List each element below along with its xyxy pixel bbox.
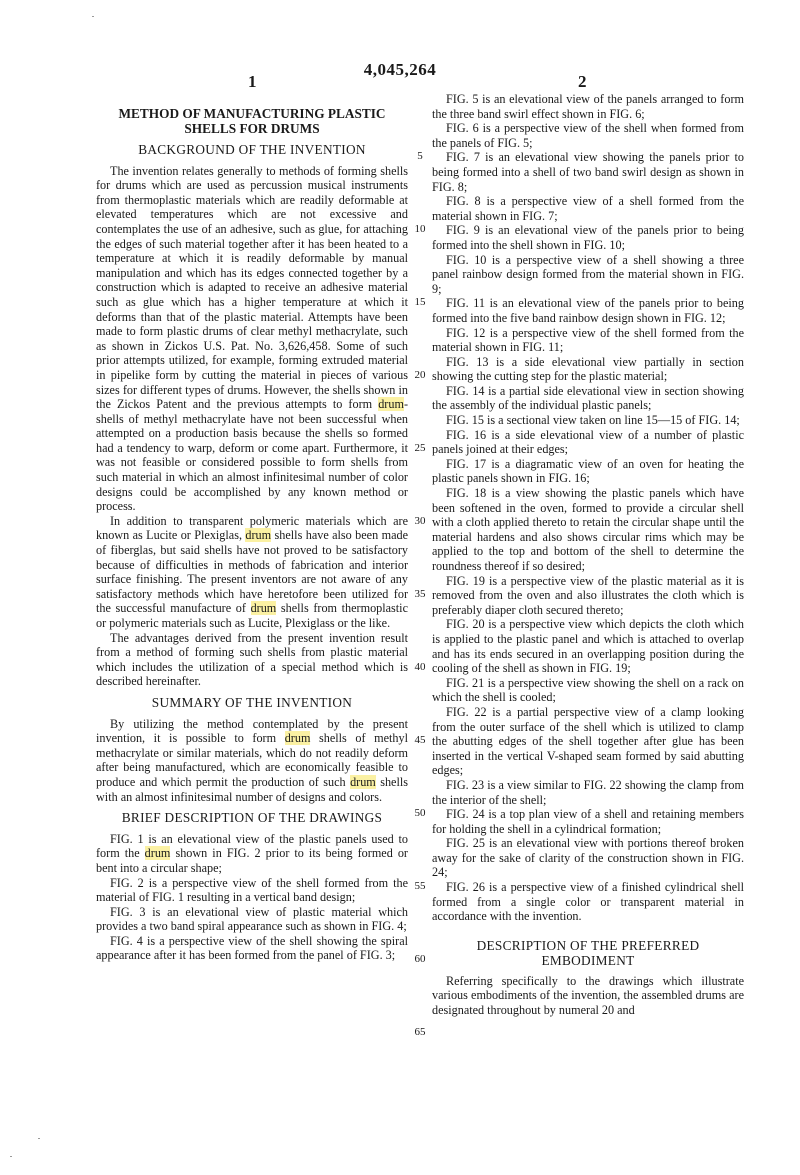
fig-9-description: FIG. 9 is an elevational view of the panels prior to being formed into the shell shown in FIG. 10; — [432, 223, 744, 252]
fig-12-description: FIG. 12 is a perspective view of the shell formed from the material shown in FIG. 11; — [432, 325, 744, 355]
fig-11-description: FIG. 11 is an elevational view of the panels prior to being formed into the five band rainbow design shown in FIG. 12; — [432, 296, 744, 325]
background-paragraph-1: The invention relates generally to methods of forming shells for drums which are used as percussion musical instruments from thermoplastic materials which are readily deformable at elevated temperatures which are not excessive and contemplates the use of an adhesive, such as glue, for attaching the edges of such material together after it has been heated to a temperature at which it is readily deformable by manual manipulation and which has its edges connected together by a construction which is adapted to receive an adhesive material such as glue which has a higher temperature at which it deforms than that of the plastic material. Attempts have been made to form plastic drums of clear methyl methacrylate, such as shown in Zickos U.S. Pat. No. 3,626,458. Some of such prior attempts utilized, for example, forming extruded material in pipelike form by cutting the material in pieces of various sizes for different types of drums. However, the shells shown in the Zickos Patent and the previous attempts to form drum-shells of methyl methacrylate have not been successful when attempted on a production basis because the shells so formed had a tendency to warp, deform or come apart. Furthermore, it was not feasible or considered possible to form shells from such material in which an almost infinitesimal number of color designs could be accomplished by any known method or process. — [96, 163, 408, 514]
patent-title: METHOD OF MANUFACTURING PLASTIC SHELLS FOR DRUMS — [118, 106, 386, 136]
highlight-term: drum — [245, 528, 272, 543]
column-number-right: 2 — [578, 72, 587, 91]
fig-8-description: FIG. 8 is a perspective view of a shell formed from the material shown in FIG. 7; — [432, 194, 744, 223]
fig-2-description: FIG. 2 is a perspective view of the shell formed from the material of FIG. 1 resulting in a vertical band design; — [96, 875, 408, 905]
fig-4-description: FIG. 4 is a perspective view of the shell showing the spiral appearance after it has been formed from the panel of FIG. 3; — [96, 933, 408, 963]
scan-speck — [10, 1156, 12, 1157]
line-number: 55 — [414, 880, 426, 892]
fig-5-description: FIG. 5 is an elevational view of the panels arranged to form the three band swirl effect shown in FIG. 6; — [432, 92, 744, 121]
highlight-term: drum — [350, 774, 376, 789]
background-paragraph-2: In addition to transparent polymeric materials which are known as Lucite or Plexiglas, drum shells have also been made of fiberglas, but said shells have not proved to be satisfactory because of difficulties in methods of fabrication and interior surface finishing. The present inventors are not aware of any satisfactory methods which have heretofore been utilized for the successful manufacture of drum shells from thermoplastic or polymeric materials such as Lucite, Plexiglass or the like. — [96, 513, 408, 630]
line-number: 40 — [414, 661, 426, 673]
summary-paragraph: By utilizing the method contemplated by the present invention, it is possible to form drum shells of methyl methacrylate or similar materials, which do not readily deform after being manufactured, which are economically feasible to produce and which permit the production of such drum shells with an almost infinitesimal number of designs and colors. — [96, 716, 408, 804]
scan-speck — [92, 16, 94, 17]
fig-19-description: FIG. 19 is a perspective view of the plastic material as it is removed from the oven and also illustrates the cloth which is preferably diaper cloth secured thereto; — [432, 573, 744, 617]
fig-17-description: FIG. 17 is a diagramatic view of an oven for heating the plastic panels shown in FIG. 16; — [432, 456, 744, 486]
fig-21-description: FIG. 21 is a perspective view showing the shell on a rack on which the shell is cooled; — [432, 675, 744, 705]
fig-6-description: FIG. 6 is a perspective view of the shell when formed from the panels of FIG. 5; — [432, 121, 744, 150]
fig-20-description: FIG. 20 is a perspective view which depicts the cloth which is applied to the plastic panel and which is attached to overlap and has its ends secured in an overlapping position during the cooling of the shell as shown in FIG. 19; — [432, 617, 744, 676]
line-number: 45 — [414, 734, 426, 746]
line-number: 50 — [414, 807, 426, 819]
fig-10-description: FIG. 10 is a perspective view of a shell showing a three panel rainbow design formed from the material shown in FIG. 9; — [432, 252, 744, 296]
line-number: 30 — [414, 515, 426, 527]
highlight-term: drum — [250, 601, 277, 616]
left-column — [96, 90, 408, 963]
background-paragraph-3: The advantages derived from the present invention result from a method of forming such shells from plastic material which includes the utilization of a special method which is described hereinafter. — [96, 630, 408, 689]
fig-7-description: FIG. 7 is an elevational view showing the panels prior to being formed into a shell of two band swirl design as shown in FIG. 8; — [432, 150, 744, 194]
highlight-term: drum — [144, 846, 171, 861]
heading-summary: SUMMARY OF THE INVENTION — [151, 694, 353, 710]
fig-22-description: FIG. 22 is a partial perspective view of a clamp looking from the outer surface of the shell which is utilized to clamp the abutting edges of the shell together after glue has been inserted in the vertical V-shaped seam formed by said abutting edges; — [432, 704, 744, 778]
fig-26-description: FIG. 26 is a perspective view of a finished cylindrical shell formed from a single color or transparent material in accordance with the invention. — [432, 880, 744, 924]
fig-14-description: FIG. 14 is a partial side elevational view in section showing the assembly of the individual plastic panels; — [432, 383, 744, 413]
line-number: 5 — [417, 150, 423, 162]
line-number: 35 — [414, 588, 426, 600]
line-number: 65 — [414, 1026, 426, 1038]
preferred-embodiment-paragraph: Referring specifically to the drawings which illustrate various embodiments of the invention, the assembled drums are designated throughout by numeral 20 and — [432, 973, 744, 1018]
column-number-left: 1 — [248, 72, 257, 91]
scan-speck — [38, 1138, 40, 1139]
fig-24-description: FIG. 24 is a top plan view of a shell and retaining members for holding the shell in a cylindrical formation; — [432, 807, 744, 836]
fig-1-description: FIG. 1 is an elevational view of the plastic panels used to form the drum shown in FIG. 2 prior to its being formed or bent into a circular shape; — [96, 831, 408, 875]
fig-16-description: FIG. 16 is a side elevational view of a number of plastic panels joined at their edges; — [432, 427, 744, 457]
heading-brief-description: BRIEF DESCRIPTION OF THE DRAWINGS — [121, 810, 383, 826]
fig-18-description: FIG. 18 is a view showing the plastic panels which have been softened in the oven, formed to provide a circular shell with a cloth applied thereto to retain the circular shape until the material hardens and also shows circular rims which may be applied to the top and bottom of the shell to determine the roundness thereof if so desired; — [432, 486, 744, 573]
patent-number: 4,045,264 — [363, 60, 437, 79]
highlight-term: drum — [378, 397, 404, 412]
line-number: 60 — [414, 953, 426, 965]
heading-preferred-embodiment: DESCRIPTION OF THE PREFERRED EMBODIMENT — [476, 937, 700, 968]
right-column — [432, 92, 744, 1018]
fig-3-description: FIG. 3 is an elevational view of plastic material which provides a two band spiral appearance such as shown in FIG. 4; — [96, 904, 408, 934]
line-number: 15 — [414, 296, 426, 308]
line-number: 10 — [414, 223, 426, 235]
fig-13-description: FIG. 13 is a side elevational view partially in section showing the cutting step for the plastic material; — [432, 354, 744, 384]
heading-background: BACKGROUND OF THE INVENTION — [138, 142, 366, 157]
line-number: 25 — [414, 442, 426, 454]
fig-15-description: FIG. 15 is a sectional view taken on line 15—15 of FIG. 14; — [446, 413, 740, 428]
fig-23-description: FIG. 23 is a view similar to FIG. 22 showing the clamp from the interior of the shell; — [432, 777, 744, 807]
line-number: 20 — [414, 369, 426, 381]
fig-25-description: FIG. 25 is an elevational view with portions thereof broken away for the sake of clarity of the construction shown in FIG. 24; — [432, 836, 744, 880]
highlight-term: drum — [284, 731, 311, 746]
